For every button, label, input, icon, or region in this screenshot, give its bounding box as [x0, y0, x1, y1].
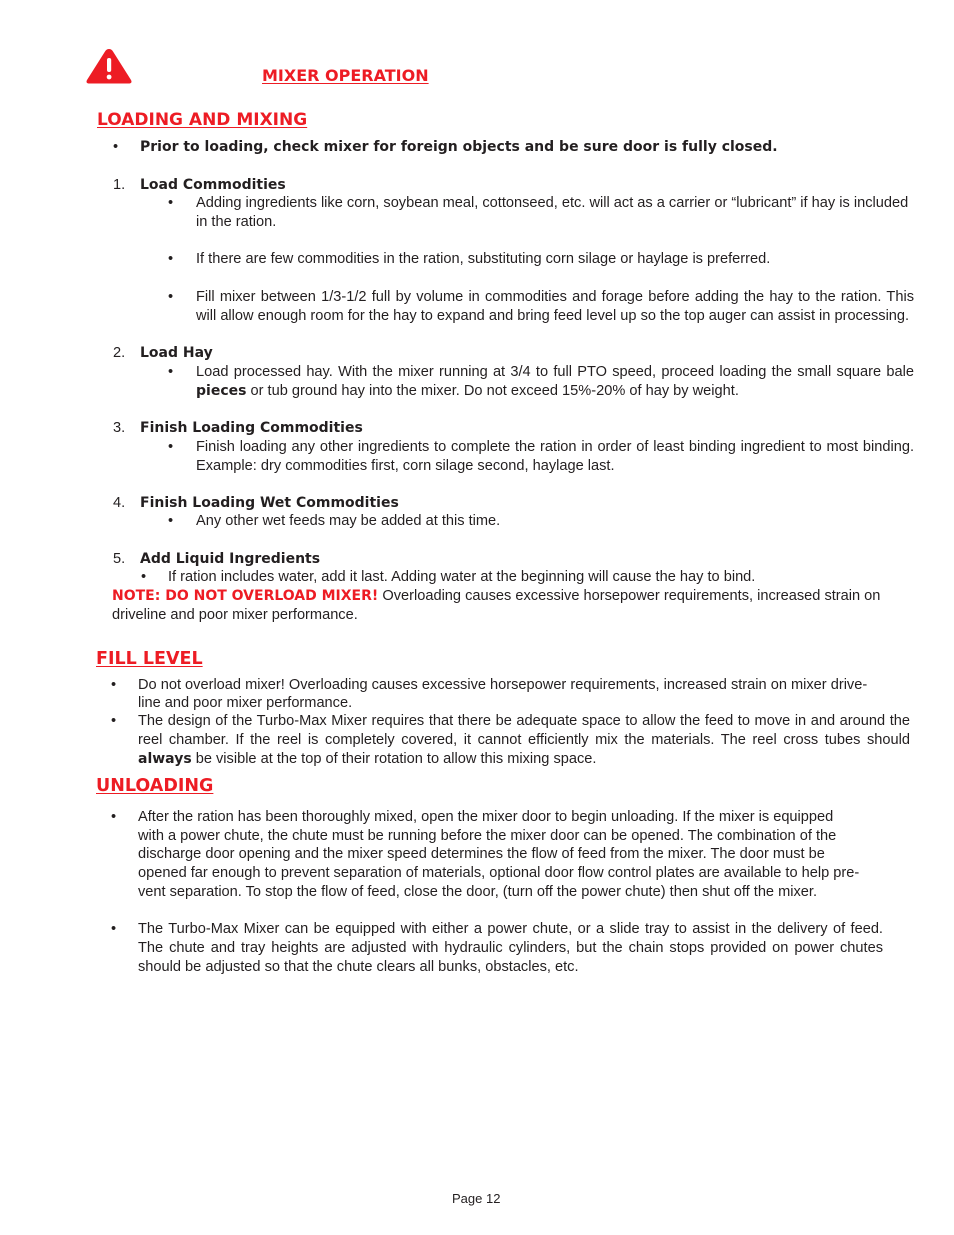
fill-bullet-line: Do not overload mixer! Overloading causes excessive horsepower requirements, increased strain on mixer drive-: [138, 677, 868, 693]
step-bullet: Any other wet feeds may be added at this time.: [196, 513, 501, 529]
unloading-bullet-line: discharge door opening and the mixer speed determines the flow of feed from the mixer. The door must be: [138, 846, 825, 862]
step-title: Load Hay: [140, 345, 213, 361]
bullet-marker: •: [168, 251, 174, 267]
bold-word: always: [138, 751, 192, 767]
bold-word: pieces: [196, 383, 247, 399]
step-number: 2.: [113, 345, 126, 361]
overload-note: [112, 587, 914, 625]
section-heading-unloading: UNLOADING: [96, 776, 214, 796]
step-title: Finish Loading Wet Commodities: [140, 495, 399, 511]
note-text: Overloading causes excessive horsepower requirements, increased strain on driveline and poor mixer performance.: [112, 588, 881, 623]
step-bullet: [196, 363, 914, 401]
unloading-bullet: The Turbo-Max Mixer can be equipped with either a power chute, or a slide tray to assist in the delivery of feed. The chute and tray heights are adjusted with hydraulic cylinders, but the chain stops provided on power chutes should be adjusted so that the chute clears all bunks, obstacles, etc.: [138, 921, 883, 975]
page-number: Page 12: [452, 1191, 501, 1206]
step-title: Load Commodities: [140, 177, 286, 193]
fill-bullet-text: The design of the Turbo-Max Mixer requires that there be adequate space to allow the feed to move in and around the reel chamber. If the reel is completely covered, it cannot efficiently mix the materials. The reel cross tubes should: [138, 713, 910, 748]
unloading-bullet-line: After the ration has been thoroughly mixed, open the mixer door to begin unloading. If the mixer is equipped: [138, 809, 834, 825]
bullet-marker: •: [111, 677, 117, 693]
fill-bullet-line: line and poor mixer performance.: [138, 695, 353, 711]
step-bullet-text: Load processed hay. With the mixer running at 3/4 to full PTO speed, proceed loading the small square bale: [196, 364, 914, 380]
bullet-marker: •: [168, 364, 174, 380]
step-title: Finish Loading Commodities: [140, 420, 363, 436]
bullet-marker: •: [168, 513, 174, 529]
step-bullet: If ration includes water, add it last. Adding water at the beginning will cause the hay to bind.: [168, 569, 756, 585]
bullet-marker: •: [168, 439, 174, 455]
fill-bullet-text: be visible at the top of their rotation to allow this mixing space.: [191, 751, 597, 767]
step-bullet: If there are few commodities in the ration, substituting corn silage or haylage is preferred.: [196, 251, 771, 267]
intro-bullet: Prior to loading, check mixer for foreign objects and be sure door is fully closed.: [140, 139, 778, 155]
bullet-marker: •: [113, 139, 119, 155]
step-number: 5.: [113, 551, 126, 567]
unloading-bullet-line: opened far enough to prevent separation of materials, optional door flow control plates are available to help pre-: [138, 865, 860, 881]
step-title: Add Liquid Ingredients: [140, 551, 321, 567]
section-heading-fill-level: FILL LEVEL: [96, 649, 203, 669]
warning-triangle-icon: [84, 46, 134, 86]
step-bullet: Fill mixer between 1/3-1/2 full by volume in commodities and forage before adding the hay to the ration. This will allow enough room for the hay to expand and bring feed level up so the top auger can assist in processing.: [196, 289, 914, 324]
page-title: MIXER OPERATION: [262, 66, 429, 85]
unloading-bullet-line: with a power chute, the chute must be running before the mixer door can be opened. The combination of the: [138, 828, 837, 844]
step-bullet: Adding ingredients like corn, soybean meal, cottonseed, etc. will act as a carrier or “lubricant” if hay is included in the ration.: [196, 195, 909, 230]
note-label: NOTE: DO NOT OVERLOAD MIXER!: [112, 588, 379, 604]
unloading-bullet-line: vent separation. To stop the flow of feed, close the door, (turn off the power chute) then shut off the mixer.: [138, 884, 818, 900]
bullet-marker: •: [111, 809, 117, 825]
bullet-marker: •: [141, 569, 147, 585]
bullet-marker: •: [111, 921, 117, 937]
step-bullet: Finish loading any other ingredients to complete the ration in order of least binding ingredient to most binding. Example: dry commodities first, corn silage second, haylage last.: [196, 439, 914, 474]
section-heading-loading: LOADING AND MIXING: [97, 110, 308, 130]
step-bullet-text: or tub ground hay into the mixer. Do not exceed 15%-20% of hay by weight.: [246, 383, 739, 399]
step-number: 3.: [113, 420, 126, 436]
bullet-marker: •: [168, 289, 174, 305]
step-number: 1.: [113, 177, 126, 193]
bullet-marker: •: [168, 195, 174, 211]
fill-bullet: [138, 712, 910, 769]
bullet-marker: •: [111, 713, 117, 729]
step-number: 4.: [113, 495, 126, 511]
